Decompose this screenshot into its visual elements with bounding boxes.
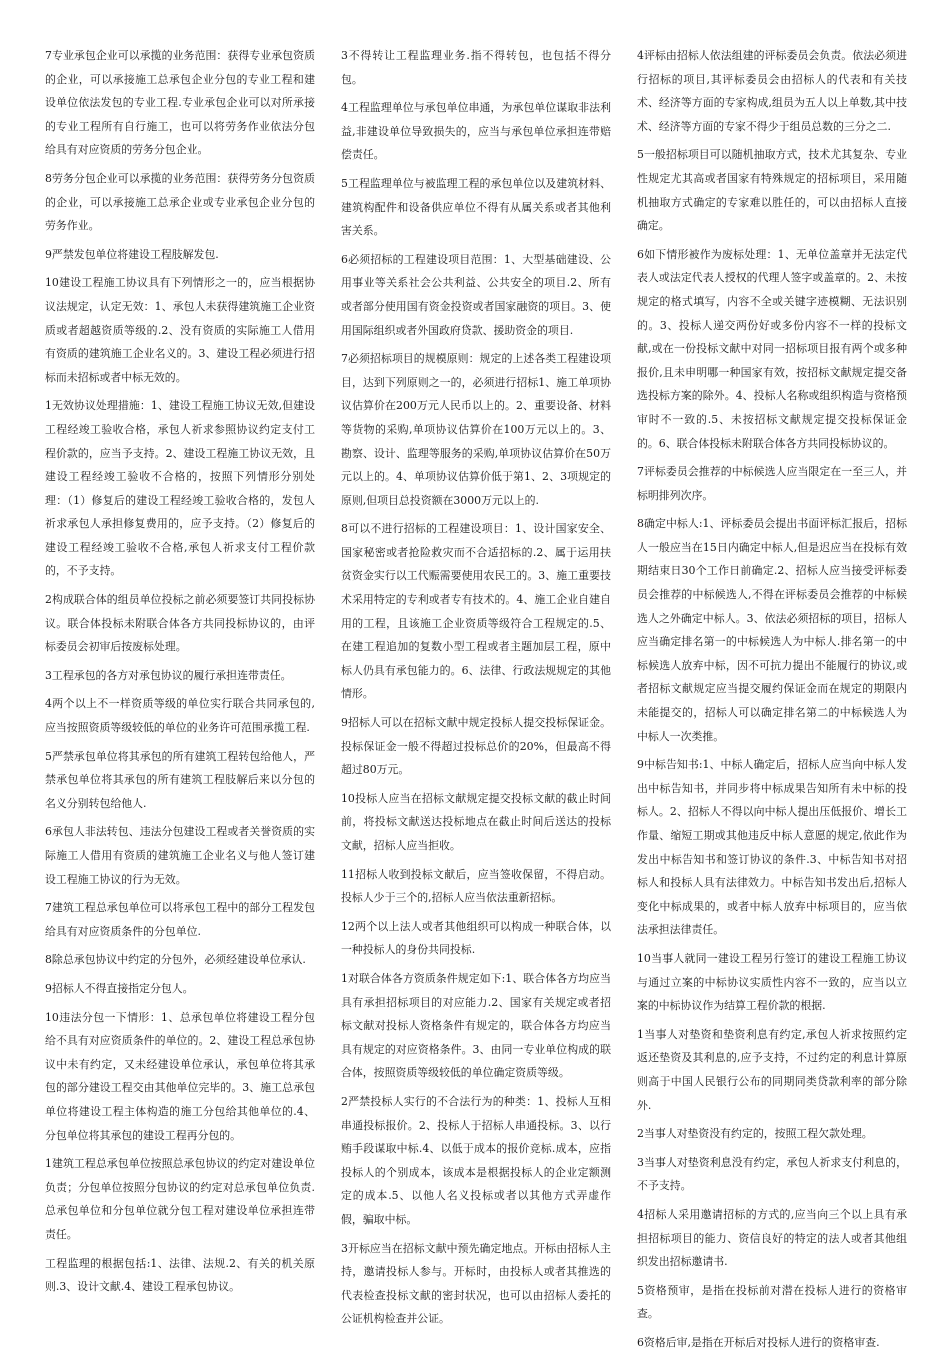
paragraph: 5资格预审，是指在投标前对潜在投标人进行的资格审查。 [637,1283,907,1321]
paragraph: 12两个以上法人或者其他组织可以构成一种联合体，以一种投标人的身份共同投标. [341,919,611,957]
paragraph: 10建设工程施工协议具有下列情形之一的，应当根据协议法规定，认定无效：1、承包人未获得建筑施工企业资质或者超越资质等级的.2、没有资质的实际施工人借用有资质的建筑施工企业名义的。3、建设工程必须进行招标而未招标或者中标无效的。 [45,276,315,384]
left-column [45,44,315,1359]
paragraph: 5严禁承包单位将其承包的所有建筑工程转包给他人，严禁承包单位将其承包的所有建筑工程肢解后来以分包的名义分别转包给他人. [45,749,315,810]
paragraph: 3当事人对垫资利息没有约定，承包人祈求支付利息的，不予支持。 [637,1155,907,1193]
paragraph: 1当事人对垫资和垫资利息有约定,承包人祈求按照约定返还垫资及其利息的,应予支持，不过约定的利息计算原则高于中国人民银行公布的同期同类贷款利率的部分除外. [637,1027,907,1112]
paragraph: 10当事人就同一建设工程另行签订的建设工程施工协议与通过立案的中标协议实质性内容不一致的，应当以立案的中标协议作为结算工程价款的根据. [637,951,907,1013]
paragraph: 3工程承包的各方对承包协议的履行承担连带责任。 [45,668,292,682]
document-page [45,44,907,1349]
paragraph: 9严禁发包单位将建设工程肢解发包. [45,247,219,261]
paragraph: 10违法分包一下情形：1、总承包单位将建设工程分包给不具有对应资质条件的单位的。2、建设工程总承包协议中未有约定，又未经建设单位承认，承包单位将其承包的部分建设工程交由其他单位完毕的。3、施工总承包单位将建设工程主体构造的施工分包给其他单位的.4、分包单位将其承包的建设工程再分包的。 [45,1010,315,1142]
paragraph: 10投标人应当在招标文献规定提交投标文献的截止时间前，将投标文献送达投标地点在截止时间后送达的投标文献，招标人应当拒收。 [341,791,611,852]
paragraph: 4工程监理单位与承包单位串通，为承包单位谋取非法利益,非建设单位导致损失的，应当与承包单位承担连带赔偿责任。 [341,101,611,162]
paragraph: 7建筑工程总承包单位可以将承包工程中的部分工程发包给具有对应资质条件的分包单位. [45,901,315,938]
right-column [637,44,907,1359]
paragraph: 11招标人收到投标文献后，应当签收保留，不得启动。投标人少于三个的,招标人应当依法重新招标。 [341,867,611,905]
paragraph: 2构成联合体的组员单位投标之前必须要签订共同投标协议。联合体投标未附联合体各方共同投标协议的，由评标委员会初审后按废标处理。 [45,593,315,654]
middle-column [341,44,611,1359]
paragraph: 7必须招标项目的规模原则：规定的上述各类工程建设项目，达到下列原则之一的，必须进行招标1、施工单项协议估算价在200万元人民币以上的。2、重要设备、材料等货物的采购,单项协议估算价在100万元以上的。3、勘察、设计、监理等服务的采购,单项协议估算价在50万元以上的。4、单项协议估算价低于第1、2、3项规定的原则,但项目总投资额在3000万元以上的. [341,352,611,507]
paragraph: 4评标由招标人依法组建的评标委员会负责。依法必须进行招标的项目,其评标委员会由招标人的代表和有关技术、经济等方面的专家构成,组员为五人以上单数,其中技术、经济等方面的专家不得少于组员总数的三分之二. [637,49,907,133]
paragraph: 6必须招标的工程建设项目范围：1、大型基础建设、公用事业等关系社会公共利益、公共安全的项目.2、所有或者部分使用国有资金投资或者国家融资的项目。3、使用国际组织或者外国政府贷款、援助资金的项目. [341,252,611,337]
paragraph: 8除总承包协议中约定的分包外，必须经建设单位承认. [45,953,306,967]
paragraph: 6资格后审,是指在开标后对投标人进行的资格审查. [637,1335,880,1349]
paragraph: 8劳务分包企业可以承揽的业务范围：获得劳务分包资质的企业，可以承接施工总承企业或专业承包企业分包的劳务作业。 [45,171,315,233]
paragraph: 5工程监理单位与被监理工程的承包单位以及建筑材料、建筑构配件和设备供应单位不得有从属关系或者其他利害关系。 [341,176,611,238]
paragraph: 4招标人采用邀请招标的方式的,应当向三个以上具有承担招标项目的能力、资信良好的特定的法人或者其他组织发出招标邀请书. [637,1207,907,1269]
paragraph: 1无效协议处理措施：1、建设工程施工协议无效,但建设工程经竣工验收合格，承包人祈求参照协议约定支付工程价款的，应当予支持。2、建设工程施工协议无效，且建设工程经竣工验收不合格的，按照下列情形分别处理：（1）修复后的建设工程经竣工验收合格的，发包人祈求承包人承担修复费用的，应予支持。（2）修复后的建设工程经竣工验收不合格,承包人祈求支付工程价款的，不予支持。 [45,399,315,578]
paragraph: 3开标应当在招标文献中预先确定地点。开标由招标人主持，邀请投标人参与。开标时，由投标人或者其推选的代表检查投标文献的密封状况，也可以由招标人委托的公证机构检查并公证。 [341,1241,611,1326]
paragraph: 6承包人非法转包、违法分包建设工程或者关誉资质的实际施工人借用有资质的建筑施工企业名义与他人签订建设工程施工协议的行为无效。 [45,825,315,886]
paragraph: 工程监理的根据包括:1、法律、法规.2、有关的机关原则.3、设计文献.4、建设工程承包协议。 [45,1256,315,1294]
paragraph: 4两个以上不一样资质等级的单位实行联合共同承包的,应当按照资质等级较低的单位的业务许可范围承揽工程. [45,697,315,735]
paragraph: 3不得转让工程监理业务.指不得转包，也包括不得分包。 [341,49,611,86]
paragraph: 8确定中标人:1、评标委员会提出书面评标汇报后，招标人一般应当在15日内确定中标人,但是迟应当在投标有效期结束日30个工作日前确定.2、招标人应当接受评标委员会推荐的中标候选人,不得在评标委员会推荐的中标候选人之外确定中标人。3、依法必须招标的项目，招标人应当确定排名第一的中标候选人为中标人.排名第一的中标候选人放弃中标，因不可抗力提出不能履行的协议,或者招标文献规定应当提交履约保证金而在规定的期限内未能提交的，招标人可以确定排名第二的中标候选人为中标人一次类推。 [637,517,907,743]
paragraph: 7评标委员会推荐的中标候选人应当限定在一至三人，并标明排列次序。 [637,465,907,502]
paragraph: 5一般招标项目可以随机抽取方式，技术尤其复杂、专业性规定尤其高或者国家有特殊规定的招标项目，采用随机抽取方式确定的专家难以胜任的，可以由招标人直接确定。 [637,148,907,233]
paragraph: 8可以不进行招标的工程建设项目：1、设计国家安全、国家秘密或者抢险救灾而不合适招标的.2、属于运用扶贫资金实行以工代赈需要使用农民工的。3、施工重要技术采用特定的专利或者专有技术的。4、施工企业自建自用的工程，且该施工企业资质等级符合工程规定的.5、在建工程追加的复数小型工程或者主题加层工程，原中标人仍具有承包能力的。6、法律、行政法规规定的其他情形。 [341,522,611,701]
paragraph: 2当事人对垫资没有约定的，按照工程欠款处理。 [637,1127,873,1141]
paragraph: 6如下情形被作为废标处理：1、无单位盖章并无法定代表人或法定代表人授权的代理人签字或盖章的。2、未按规定的格式填写，内容不全或关键字迹模糊、无法识别的。3、投标人递交两份好或多份内容不一样的投标文献,或在一份投标文献中对同一招标项目报有两个或多种报价,且未申明哪一种国家有效，按招标文献规定提交备选投标方案的除外。4、投标人名称或组织构造与资格预审时不一致的.5、未按招标文献规定提交投标保证金的。6、联合体投标未附联合体各方共同投标协议的。 [637,247,907,450]
paragraph: 2严禁投标人实行的不合法行为的种类：1、投标人互相串通投标报价。2、投标人于招标人串通投标。3、以行贿手段谋取中标.4、以低于成本的报价竞标.成本，应指投标人的个别成本，该成本是根据投标人的企业定额测定的成本.5、以他人名义投标或者以其他方式弄虚作假，骗取中标。 [341,1094,611,1226]
paragraph: 1建筑工程总承包单位按照总承包协议的约定对建设单位负责；分包单位按照分包协议的约定对总承包单位负责.总承包单位和分包单位就分包工程对建设单位承担连带责任。 [45,1157,315,1241]
paragraph: 9中标告知书:1、中标人确定后，招标人应当向中标人发出中标告知书，并同步将中标成果告知所有未中标的投标人。2、招标人不得以向中标人提出压低报价、增长工作量、缩短工期或其他违反中标人意愿的规定,依此作为发出中标告知书和签订协议的条件.3、中标告知书对招标人和投标人具有法律效力。中标告知书发出后,招标人变化中标成果的，或者中标人放弃中标项目的，应当依法承担法律责任。 [637,758,907,937]
paragraph: 9招标人可以在招标文献中规定投标人提交投标保证金。投标保证金一般不得超过投标总价的20%，但最高不得超过80万元。 [341,716,611,777]
paragraph: 9招标人不得直接指定分包人。 [45,981,194,995]
paragraph: 7专业承包企业可以承揽的业务范围：获得专业承包资质的企业，可以承接施工总承包企业分包的专业工程和建设单位依法发包的专业工程.专业承包企业可以对所承接的专业工程所有自行施工，也可以将劳务作业依法分包给具有对应资质的劳务分包企业。 [45,49,315,157]
paragraph: 1对联合体各方资质条件规定如下:1、联合体各方均应当具有承担招标项目的对应能力.2、国家有关规定或者招标文献对投标人资格条件有规定的，联合体各方均应当具有规定的对应资格条件。3、由同一专业单位构成的联合体，按照资质等级较低的单位确定资质等级。 [341,971,611,1080]
